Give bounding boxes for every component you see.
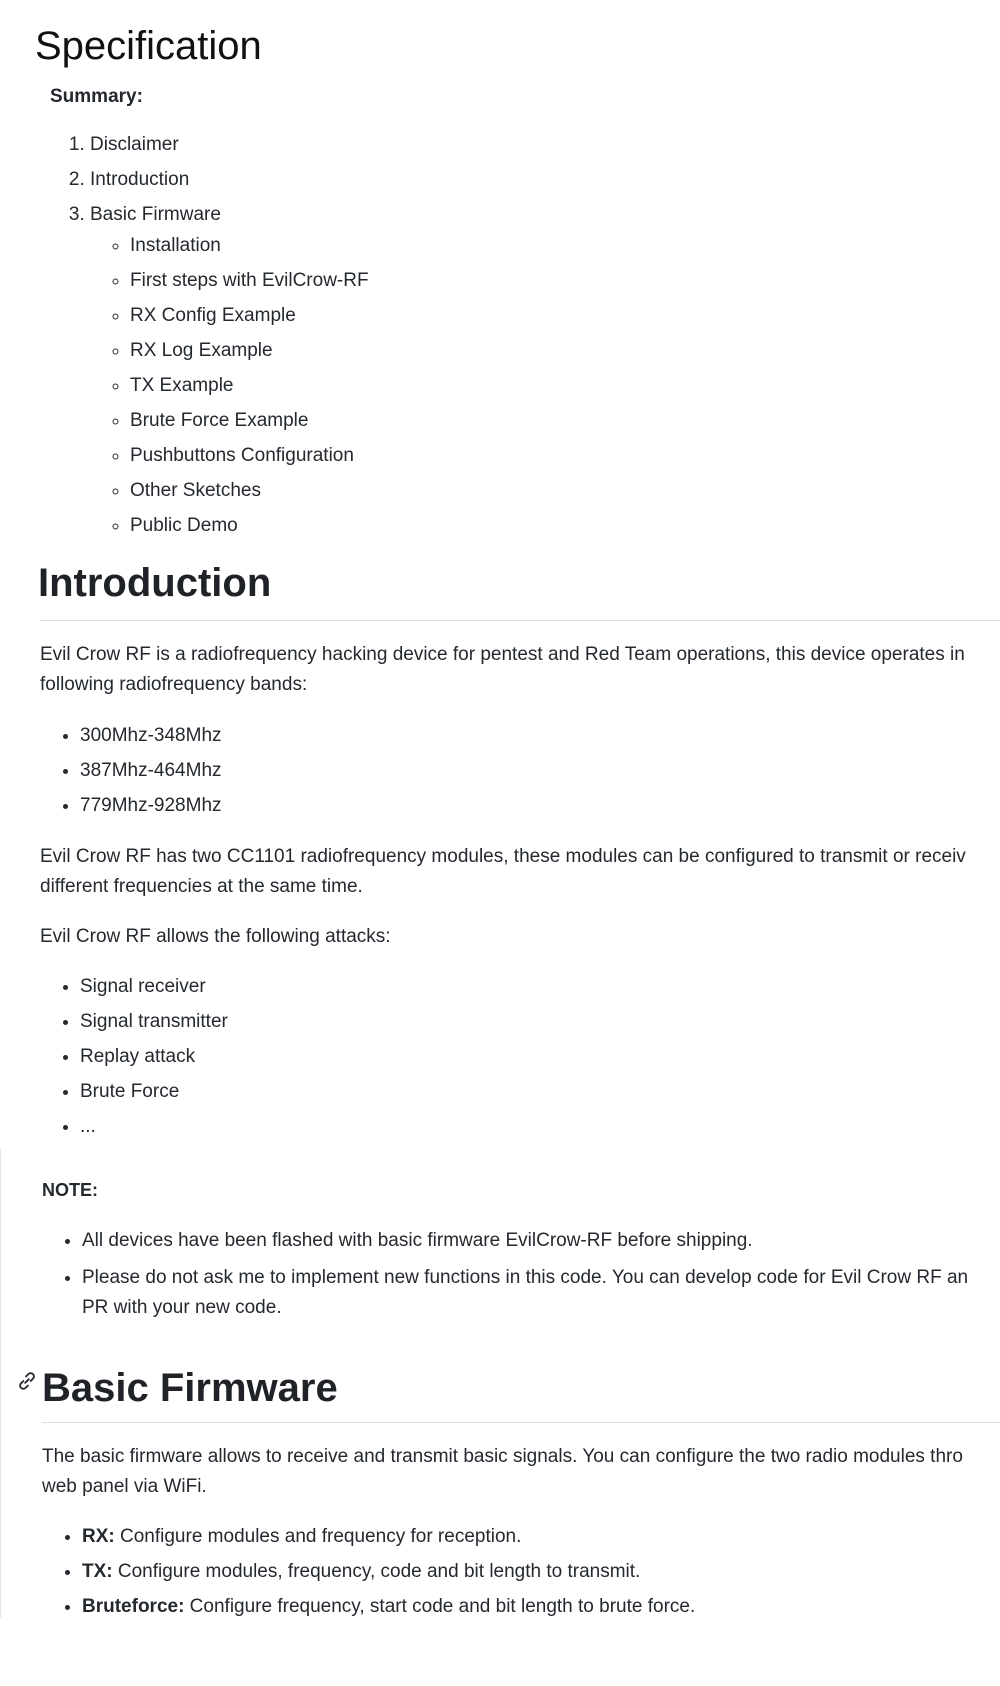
- summary-label: Summary:: [50, 86, 143, 107]
- toc-link-basic-firmware[interactable]: Basic Firmware: [90, 204, 221, 225]
- toc-link-rx-config[interactable]: RX Config Example: [130, 305, 296, 326]
- note-label: NOTE:: [42, 1180, 98, 1200]
- toc-item[interactable]: [90, 132, 369, 158]
- note-line: Please do not ask me to implement new functions in this code. You can develop code for Evil Crow RF an: [82, 1267, 969, 1288]
- page-title: Specification: [35, 24, 262, 68]
- link-icon[interactable]: [16, 1370, 38, 1392]
- quote-border: [0, 1148, 1, 1618]
- toc-subitem[interactable]: [130, 478, 369, 504]
- firmware-paragraph-line2: web panel via WiFi.: [42, 1476, 207, 1497]
- feature-label: TX:: [82, 1561, 113, 1582]
- introduction-heading: Introduction: [38, 561, 272, 605]
- list-item: • All devices have been flashed with basic firmware EvilCrow-RF before shipping.: [82, 1228, 1000, 1254]
- toc-link-tx-example[interactable]: TX Example: [130, 375, 234, 396]
- toc-link-installation[interactable]: Installation: [130, 235, 221, 256]
- toc-subitem[interactable]: [130, 268, 369, 294]
- list-item: [82, 1524, 695, 1550]
- toc-subitem[interactable]: [130, 303, 369, 329]
- toc-link-brute-force[interactable]: Brute Force Example: [130, 410, 309, 431]
- heading-divider: [40, 620, 1000, 621]
- toc-link-rx-log[interactable]: RX Log Example: [130, 340, 273, 361]
- toc-link-first-steps[interactable]: First steps with EvilCrow-RF: [130, 270, 369, 291]
- attacks-paragraph: Evil Crow RF allows the following attacks:: [40, 926, 391, 947]
- firmware-features-list: [42, 1524, 695, 1629]
- feature-label: Bruteforce:: [82, 1596, 185, 1617]
- modules-paragraph-line2: different frequencies at the same time.: [40, 876, 363, 897]
- toc-subitem[interactable]: [130, 513, 369, 539]
- toc-link-disclaimer[interactable]: Disclaimer: [90, 134, 179, 155]
- attacks-list: [40, 974, 228, 1149]
- firmware-paragraph-line1: The basic firmware allows to receive and transmit basic signals. You can configure the two radio modules thro: [42, 1446, 963, 1467]
- modules-paragraph-line1: Evil Crow RF has two CC1101 radiofrequency modules, these modules can be configured to transmit or receiv: [40, 846, 966, 867]
- list-item: [82, 1559, 695, 1585]
- toc-subitem[interactable]: [130, 408, 369, 434]
- list-item: • Brute Force: [80, 1079, 228, 1105]
- list-item: • Signal transmitter: [80, 1009, 228, 1035]
- toc-subitem[interactable]: [130, 338, 369, 364]
- list-item: • Signal receiver: [80, 974, 228, 1000]
- list-item: [82, 1594, 695, 1620]
- frequency-bands-list: [40, 723, 222, 828]
- feature-text: Configure modules and frequency for reception.: [114, 1526, 522, 1547]
- basic-firmware-heading: Basic Firmware: [42, 1366, 338, 1410]
- toc-subitem[interactable]: [130, 233, 369, 259]
- list-item: • Replay attack: [80, 1044, 228, 1070]
- note-list: [42, 1228, 1000, 1332]
- feature-label: RX:: [82, 1526, 115, 1547]
- toc-link-pushbuttons[interactable]: Pushbuttons Configuration: [130, 445, 354, 466]
- heading-divider: [42, 1422, 1000, 1423]
- intro-paragraph-line2: following radiofrequency bands:: [40, 674, 308, 695]
- toc-link-other-sketches[interactable]: Other Sketches: [130, 480, 261, 501]
- list-item: • ...: [80, 1114, 228, 1140]
- toc-subitem[interactable]: [130, 373, 369, 399]
- list-item: • 387Mhz-464Mhz: [80, 758, 222, 784]
- toc-link-public-demo[interactable]: Public Demo: [130, 515, 238, 536]
- note-line: PR with your new code.: [82, 1297, 282, 1318]
- table-of-contents: [60, 132, 369, 548]
- feature-text: Configure modules, frequency, code and bit length to transmit.: [112, 1561, 641, 1582]
- toc-sublist: [90, 233, 369, 539]
- list-item: • 300Mhz-348Mhz: [80, 723, 222, 749]
- toc-link-introduction[interactable]: Introduction: [90, 169, 190, 190]
- toc-item[interactable]: [90, 202, 369, 539]
- list-item: • 779Mhz-928Mhz: [80, 793, 222, 819]
- toc-subitem[interactable]: [130, 443, 369, 469]
- list-item: [82, 1263, 1000, 1323]
- toc-item[interactable]: [90, 167, 369, 193]
- feature-text: Configure frequency, start code and bit length to brute force.: [184, 1596, 696, 1617]
- intro-paragraph-line1: Evil Crow RF is a radiofrequency hacking device for pentest and Red Team operations, this device operates in: [40, 644, 965, 665]
